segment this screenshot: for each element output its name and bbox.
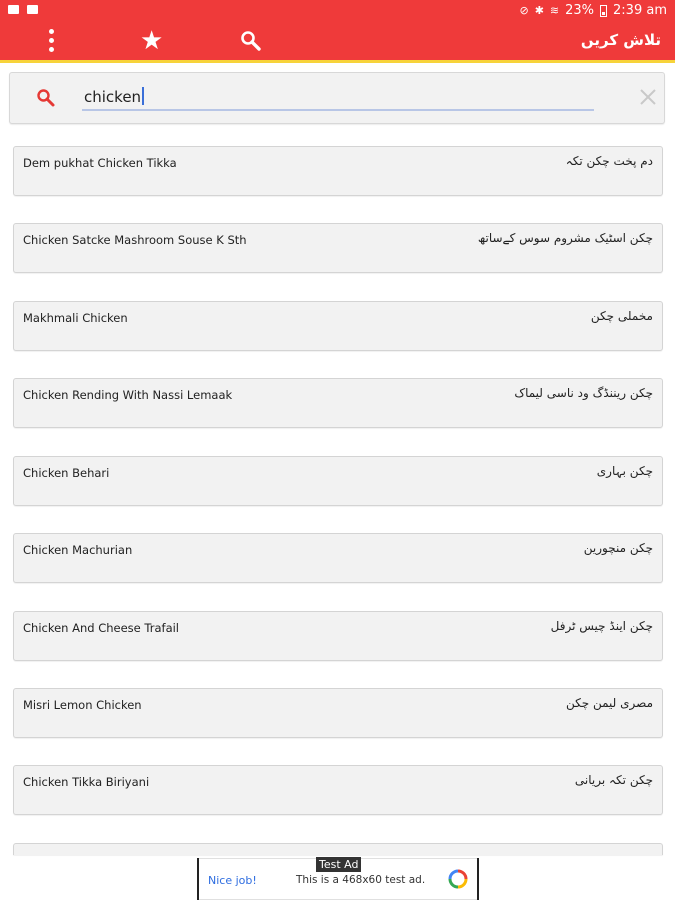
search-icon[interactable] (240, 30, 262, 56)
recipe-name-english: Dem pukhat Chicken Tikka (23, 156, 177, 170)
list-item[interactable] (13, 533, 663, 583)
recipe-name-english: Misri Lemon Chicken (23, 698, 142, 712)
star-icon[interactable]: ★ (140, 26, 164, 56)
ad-label: Test Ad (316, 857, 361, 872)
recipe-name-urdu: چکن ریننڈگ ود ناسی لیماک (514, 386, 653, 400)
list-item[interactable] (13, 223, 663, 273)
ad-message: This is a 468x60 test ad. (296, 874, 426, 886)
recipe-name-urdu: چکن بہاری (596, 464, 653, 478)
list-item[interactable] (13, 456, 663, 506)
recipe-name-english: Chicken And Cheese Trafail (23, 621, 180, 635)
status-bar (0, 0, 675, 24)
recipe-name-urdu: چکن اسٹیک مشروم سوس کےساتھ (477, 231, 653, 245)
status-notifications (8, 5, 38, 14)
recipe-name-urdu: دم پخت چکن تکہ (565, 154, 653, 168)
recipe-name-urdu: مخملی چکن (590, 309, 653, 323)
search-icon (36, 88, 56, 112)
app-bar (0, 24, 675, 63)
bluetooth-icon: ✱ (534, 4, 544, 17)
list-item[interactable] (13, 301, 663, 351)
recipe-name-urdu: چکن منچورین (583, 541, 653, 555)
recipe-name-urdu: چکن اینڈ چیس ٹرفل (550, 619, 653, 633)
recipe-name-english: Chicken Tikka Biriyani (23, 775, 150, 789)
recipe-name-english: Makhmali Chicken (23, 311, 128, 325)
recipe-name-english: Chicken Behari (23, 466, 110, 480)
recipe-name-english: Chicken Machurian (23, 543, 133, 557)
status-system (519, 3, 667, 18)
search-bar (9, 72, 665, 124)
search-input[interactable] (84, 85, 564, 109)
text-cursor (142, 87, 144, 105)
ad-frame-right (477, 858, 479, 900)
ad-logo-icon (448, 869, 468, 889)
recipe-name-urdu: مصری لیمن چکن (565, 696, 653, 710)
list-item[interactable] (13, 765, 663, 815)
more-vert-icon[interactable] (45, 26, 57, 58)
list-item-partial[interactable] (13, 843, 663, 855)
ad-banner[interactable] (197, 858, 479, 900)
list-item[interactable] (13, 611, 663, 661)
status-time: 2:39 am (613, 3, 667, 18)
recipe-name-urdu: چکن تکہ بریانی (574, 773, 653, 787)
ad-left-text[interactable]: Nice job! (208, 874, 257, 887)
clear-icon[interactable] (638, 87, 658, 107)
gallery-notification-icon (8, 5, 19, 14)
video-notification-icon (27, 5, 38, 14)
wifi-icon: ≋ (549, 4, 560, 17)
search-field[interactable] (82, 85, 594, 111)
recipe-name-english: Chicken Rending With Nassi Lemaak (23, 388, 233, 402)
recipe-name-english: Chicken Satcke Mashroom Souse K Sth (23, 233, 247, 247)
mute-icon: ⊘ (519, 4, 529, 17)
ad-frame-left (197, 858, 199, 900)
list-item[interactable] (13, 146, 663, 196)
page-title: تلاش کریں (580, 31, 661, 49)
list-item[interactable] (13, 378, 663, 428)
list-item[interactable] (13, 688, 663, 738)
battery-percent: 23% (565, 3, 595, 18)
battery-icon (600, 5, 607, 17)
